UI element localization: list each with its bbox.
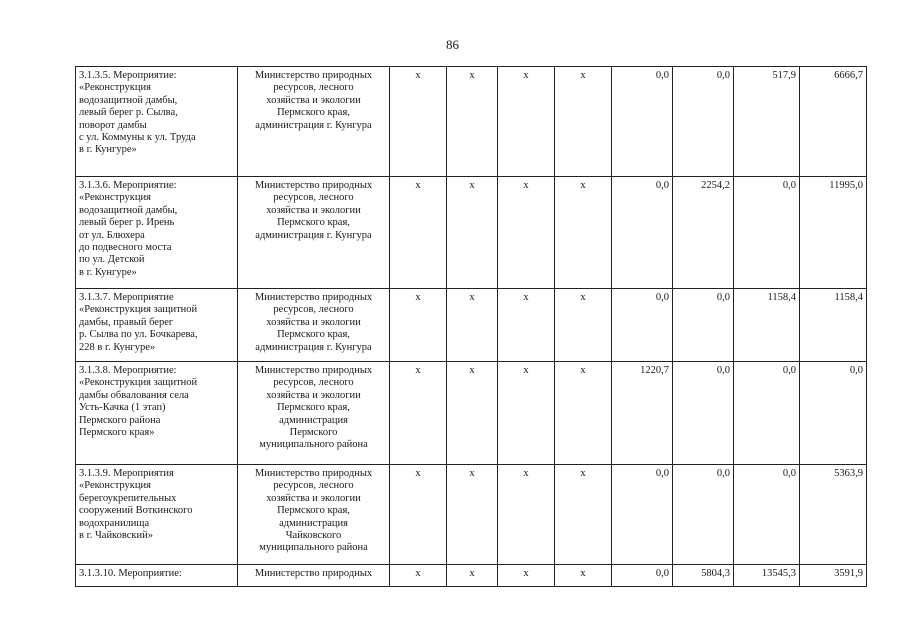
not-applicable-mark: x (498, 465, 555, 565)
responsible-org: Министерство природных ресурсов, лесного хозяйства и экологии Пермского края, администрация Пермского муниципального района (238, 362, 390, 465)
activity-name: 3.1.3.5. Мероприятие: «Реконструкция водозащитной дамбы, левый берег р. Сылва, поворот дамбы с ул. Коммуны к ул. Труда в г. Кунгуре» (76, 67, 238, 177)
table-row (76, 565, 867, 587)
funding-value: 0,0 (673, 67, 734, 177)
activities-table (75, 66, 867, 587)
funding-value: 5363,9 (800, 465, 867, 565)
funding-value: 0,0 (612, 289, 673, 362)
table-row (76, 67, 867, 177)
table-row (76, 177, 867, 289)
funding-value: 0,0 (673, 362, 734, 465)
funding-value: 517,9 (734, 67, 800, 177)
not-applicable-mark: x (555, 465, 612, 565)
table-row (76, 465, 867, 565)
funding-value: 13545,3 (734, 565, 800, 587)
not-applicable-mark: x (498, 565, 555, 587)
not-applicable-mark: x (390, 67, 447, 177)
funding-value: 0,0 (612, 177, 673, 289)
table-row (76, 289, 867, 362)
not-applicable-mark: x (498, 177, 555, 289)
not-applicable-mark: x (447, 177, 498, 289)
activity-name: 3.1.3.6. Мероприятие: «Реконструкция водозащитной дамбы, левый берег р. Ирень от ул. Блюхера до подвесного моста по ул. Детской в г. Кунгуре» (76, 177, 238, 289)
activity-name: 3.1.3.9. Мероприятия «Реконструкция берегоукрепительных сооружений Воткинского водохранилища в г. Чайковский» (76, 465, 238, 565)
not-applicable-mark: x (447, 565, 498, 587)
responsible-org: Министерство природных ресурсов, лесного хозяйства и экологии Пермского края, администрация г. Кунгура (238, 177, 390, 289)
responsible-org: Министерство природных (238, 565, 390, 587)
responsible-org: Министерство природных ресурсов, лесного хозяйства и экологии Пермского края, администрация г. Кунгура (238, 289, 390, 362)
funding-value: 0,0 (612, 465, 673, 565)
funding-value: 6666,7 (800, 67, 867, 177)
funding-value: 0,0 (673, 289, 734, 362)
funding-value: 0,0 (734, 465, 800, 565)
not-applicable-mark: x (390, 177, 447, 289)
not-applicable-mark: x (555, 289, 612, 362)
funding-value: 11995,0 (800, 177, 867, 289)
funding-value: 5804,3 (673, 565, 734, 587)
not-applicable-mark: x (498, 362, 555, 465)
funding-value: 1158,4 (734, 289, 800, 362)
not-applicable-mark: x (447, 362, 498, 465)
funding-value: 0,0 (612, 565, 673, 587)
activity-name: 3.1.3.7. Мероприятие «Реконструкция защитной дамбы, правый берег р. Сылва по ул. Бочкарева, 228 в г. Кунгуре» (76, 289, 238, 362)
not-applicable-mark: x (390, 289, 447, 362)
not-applicable-mark: x (555, 362, 612, 465)
not-applicable-mark: x (555, 177, 612, 289)
page-number: 86 (446, 37, 459, 52)
funding-value: 0,0 (800, 362, 867, 465)
funding-value: 0,0 (734, 362, 800, 465)
activity-name: 3.1.3.8. Мероприятие: «Реконструкция защитной дамбы обвалования села Усть-Качка (1 этап) Пермского района Пермского края» (76, 362, 238, 465)
not-applicable-mark: x (498, 67, 555, 177)
not-applicable-mark: x (447, 289, 498, 362)
responsible-org: Министерство природных ресурсов, лесного хозяйства и экологии Пермского края, администрация Чайковского муниципального района (238, 465, 390, 565)
not-applicable-mark: x (498, 289, 555, 362)
funding-value: 3591,9 (800, 565, 867, 587)
not-applicable-mark: x (390, 465, 447, 565)
funding-value: 0,0 (673, 465, 734, 565)
activity-name: 3.1.3.10. Мероприятие: (76, 565, 238, 587)
not-applicable-mark: x (447, 67, 498, 177)
table-row (76, 362, 867, 465)
not-applicable-mark: x (390, 565, 447, 587)
not-applicable-mark: x (555, 565, 612, 587)
funding-value: 1220,7 (612, 362, 673, 465)
funding-value: 1158,4 (800, 289, 867, 362)
funding-value: 2254,2 (673, 177, 734, 289)
funding-value: 0,0 (734, 177, 800, 289)
responsible-org: Министерство природных ресурсов, лесного хозяйства и экологии Пермского края, администрация г. Кунгура (238, 67, 390, 177)
funding-value: 0,0 (612, 67, 673, 177)
not-applicable-mark: x (555, 67, 612, 177)
not-applicable-mark: x (447, 465, 498, 565)
not-applicable-mark: x (390, 362, 447, 465)
